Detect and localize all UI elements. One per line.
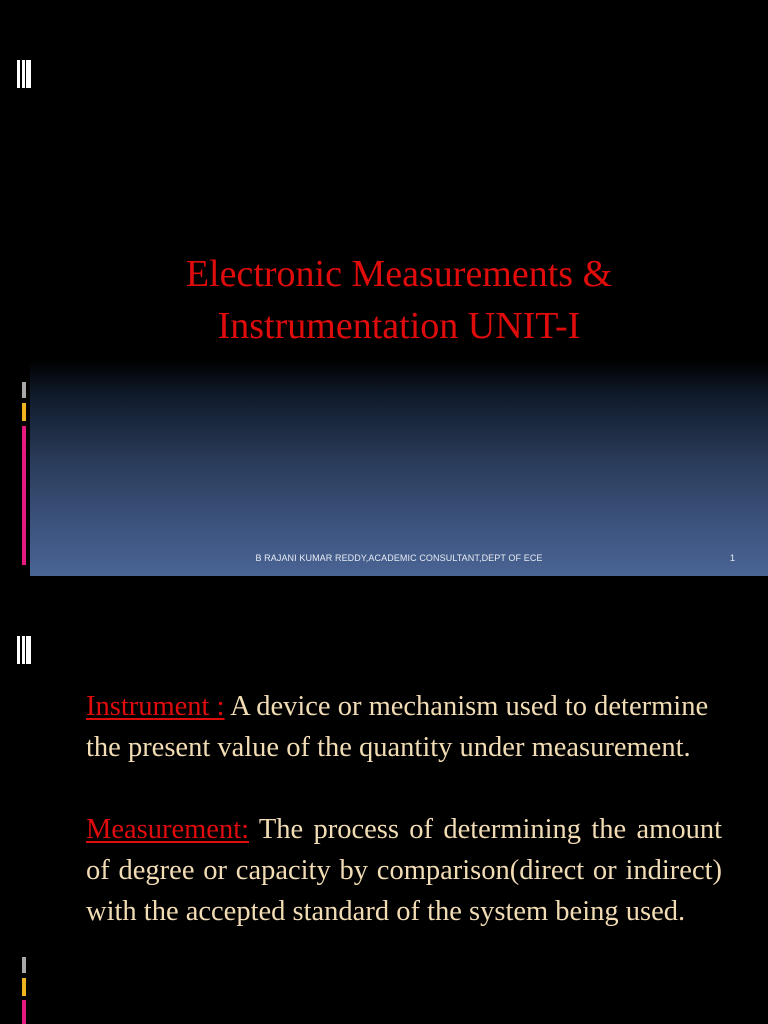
title-line-1: Electronic Measurements & (185, 253, 613, 295)
accent-bar-icon (22, 1000, 26, 1024)
slide-footer: B RAJANI KUMAR REDDY,ACADEMIC CONSULTANT,DEPT OF ECE (255, 553, 543, 563)
instrument-paragraph (86, 686, 722, 768)
measurement-term: Measurement: (86, 814, 250, 845)
title-line-2: Instrumentation UNIT-I (217, 305, 581, 347)
slide-2 (30, 576, 768, 1024)
accent-bar-icon (22, 426, 26, 565)
measurement-definition: The process of determining the amount of degree or capacity by comparison(direct or indirect) with the accepted standard of the system being used. (86, 814, 722, 927)
slide-2-body (86, 686, 722, 932)
instrument-term: Instrument : (86, 691, 225, 722)
accent-bar-icon (22, 382, 26, 398)
accent-bar-icon (22, 957, 26, 973)
slide-1-title (30, 248, 768, 352)
accent-bar-icon (22, 978, 26, 996)
measurement-paragraph (86, 809, 722, 932)
slide-1 (30, 0, 768, 576)
instrument-definition: A device or mechanism used to determine the present value of the quantity under measurement. (86, 691, 709, 763)
slide-marker-icon (17, 636, 31, 664)
slide-number: 1 (730, 553, 736, 563)
accent-bar-icon (22, 403, 26, 421)
slide-marker-icon (17, 60, 31, 88)
